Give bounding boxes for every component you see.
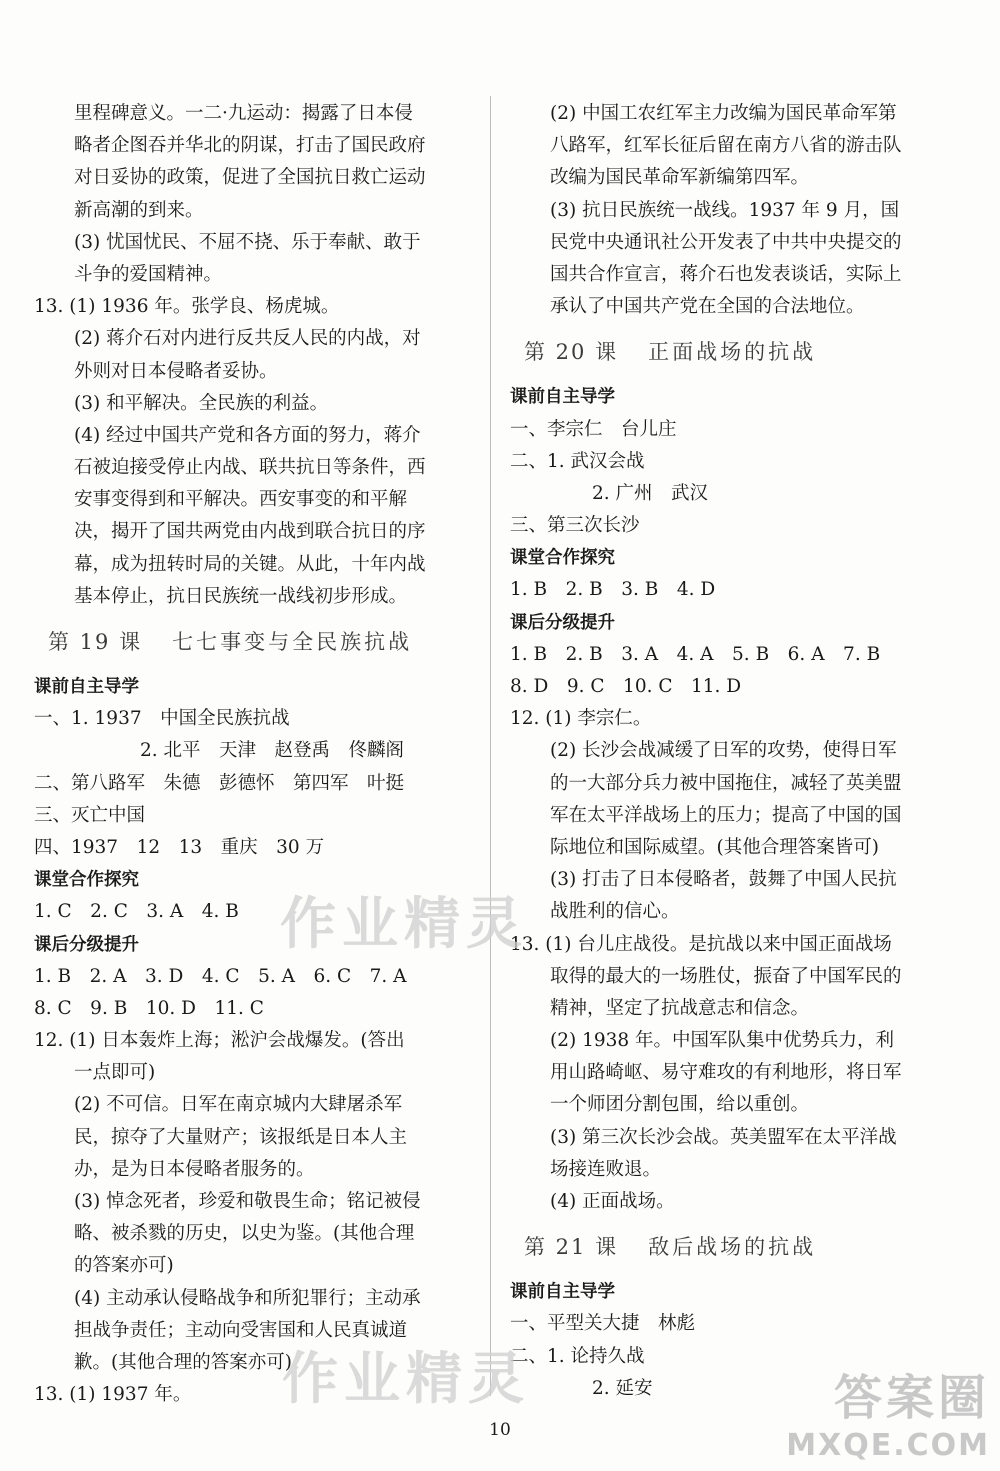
answer-line: 13. (1) 1937 年。: [34, 1384, 192, 1406]
answer-line: 2. 广州 武汉: [592, 482, 709, 504]
answer-line: 的答案亦可): [74, 1255, 174, 1277]
answer-line: 新高潮的到来。: [74, 199, 204, 221]
page-number: 10: [489, 1420, 511, 1440]
section-heading: 课前自主导学: [510, 387, 615, 408]
answer-line: 八路军，红军长征后留在南方八省的游击队: [550, 135, 902, 157]
answer-line: 安事变得到和平解决。西安事变的和平解: [74, 489, 408, 511]
answer-line: 12. (1) 日本轰炸上海；淞沪会战爆发。(答出: [34, 1030, 405, 1052]
answer-line: 军在太平洋战场上的压力；提高了中国的国: [550, 804, 902, 826]
answer-line: 8. C 9. B 10. D 11. C: [34, 997, 264, 1019]
section-heading: 课后分级提升: [34, 934, 139, 955]
answer-line: 国共合作宣言，蒋介石也发表谈话，实际上: [550, 263, 902, 285]
answer-line: 13. (1) 1936 年。张学良、杨虎城。: [34, 296, 340, 318]
answer-line: 13. (1) 台儿庄战役。是抗战以来中国正面战场: [510, 933, 892, 955]
section-heading: 课堂合作探究: [510, 548, 615, 569]
lesson-number: 第 21 课: [524, 1235, 619, 1260]
lesson-number: 第 19 课: [48, 630, 143, 654]
answer-line: 三、灭亡中国: [34, 804, 146, 826]
answer-line: 四、1937 12 13 重庆 30 万: [34, 836, 325, 858]
answer-line: 12. (1) 李宗仁。: [510, 708, 652, 730]
section-heading: 课前自主导学: [510, 1282, 615, 1303]
left-column: [34, 98, 474, 1411]
answer-line: 一、1. 1937 中国全民族抗战: [34, 708, 290, 730]
section-heading: 课堂合作探究: [34, 870, 139, 891]
answer-line: 1. B 2. B 3. A 4. A 5. B 6. A 7. B: [510, 643, 881, 665]
answer-line: (3) 悼念死者，珍爱和敬畏生命；铭记被侵: [74, 1191, 421, 1212]
answer-line: 幕，成为扭转时局的关键。从此，十年内战: [74, 553, 426, 575]
section-heading: 课前自主导学: [34, 677, 139, 697]
answer-line: 二、1. 武汉会战: [510, 450, 645, 472]
section-heading: 课后分级提升: [510, 612, 615, 633]
column-divider: [490, 96, 491, 1396]
answer-line: 歉。(其他合理的答案亦可): [74, 1351, 292, 1373]
answer-line: 基本停止，抗日民族统一战线初步形成。: [74, 585, 408, 607]
answer-line: 民党中央通讯社公开发表了中共中央提交的: [550, 231, 902, 253]
lesson-heading: [510, 1218, 980, 1276]
answer-line: 际地位和国际威望。(其他合理答案皆可): [550, 836, 879, 858]
answer-line: 斗争的爱国精神。: [74, 263, 223, 285]
lesson-heading: [510, 323, 980, 381]
answer-line: 担战争责任；主动向受害国和人民真诚道: [74, 1319, 408, 1341]
watermark-bottom: 作业精灵: [282, 1347, 530, 1412]
answer-line: 1. B 2. B 3. B 4. D: [510, 579, 716, 601]
answer-line: 1. C 2. C 3. A 4. B: [34, 901, 239, 923]
answer-line: (4) 主动承认侵略战争和所犯罪行；主动承: [74, 1287, 421, 1309]
answer-line: (4) 正面战场。: [550, 1191, 675, 1212]
answer-line: 民，掠夺了大量财产；该报纸是日本人主: [74, 1126, 408, 1148]
lesson-title: 正面战场的抗战: [648, 340, 817, 365]
answer-line: 的一大部分兵力被中国拖住，减轻了英美盟: [550, 772, 902, 794]
lesson-number: 第 20 课: [524, 340, 619, 365]
answer-line: 1. B 2. A 3. D 4. C 5. A 6. C 7. A: [34, 965, 407, 987]
answer-line: 外则对日本侵略者妥协。: [74, 360, 278, 382]
answer-line: (3) 打击了日本侵略者，鼓舞了中国人民抗: [550, 869, 897, 891]
answer-line: (3) 和平解决。全民族的利益。: [74, 392, 329, 414]
answer-line: 承认了中国共产党在全国的合法地位。: [550, 296, 865, 318]
answer-line: (3) 抗日民族统一战线。1937 年 9 月，国: [550, 199, 900, 221]
answer-line: 略、被杀戮的历史，以史为鉴。(其他合理: [74, 1223, 415, 1245]
answer-line: 里程碑意义。一二·九运动：揭露了日本侵: [74, 103, 413, 124]
answer-line: 三、第三次长沙: [510, 515, 640, 537]
answer-line: 取得的最大的一场胜仗，振奋了中国军民的: [550, 965, 902, 987]
answer-line: (2) 不可信。日军在南京城内大肆屠杀军: [74, 1094, 403, 1116]
answer-line: 场接连败退。: [550, 1158, 662, 1180]
watermark-middle: 作业精灵: [280, 892, 528, 957]
lesson-heading: [34, 613, 474, 671]
answer-line: 石被迫接受停止内战、联共抗日等条件，西: [74, 457, 426, 479]
answer-line: (2) 蒋介石对内进行反共反人民的内战，对: [74, 328, 421, 350]
answer-line: 办，是为日本侵略者服务的。: [74, 1158, 315, 1180]
answer-line: (2) 1938 年。中国军队集中优势兵力，利: [550, 1030, 895, 1052]
answer-line: 对日妥协的政策，促进了全国抗日救亡运动: [74, 167, 426, 189]
site-stamp: [786, 1359, 990, 1463]
answer-line: 决，揭开了国共两党由内战到联合抗日的序: [74, 521, 426, 543]
answer-line: 战胜利的信心。: [550, 901, 680, 923]
answer-line: (3) 第三次长沙会战。英美盟军在太平洋战: [550, 1126, 897, 1148]
answer-line: 8. D 9. C 10. C 11. D: [510, 676, 742, 697]
answer-line: 精神，坚定了抗战意志和信念。: [550, 997, 810, 1019]
lesson-title: 敌后战场的抗战: [648, 1235, 817, 1260]
lesson-title: 七七事变与全民族抗战: [172, 630, 413, 654]
answer-line: 用山路崎岖、易守难攻的有利地形，将日军: [550, 1062, 902, 1084]
answer-line: (2) 长沙会战减缓了日军的攻势，使得日军: [550, 740, 897, 762]
stamp-bottom-text: MXQE.COM: [786, 1428, 990, 1463]
answer-line: (3) 忧国忧民、不屈不挠、乐于奉献、敢于: [74, 231, 421, 253]
answer-line: 2. 北平 天津 赵登禹 佟麟阁: [140, 740, 405, 762]
answer-line: 一点即可): [74, 1062, 156, 1084]
answer-line: 二、第八路军 朱德 彭德怀 第四军 叶挺: [34, 772, 405, 794]
answer-line: 一、李宗仁 台儿庄: [510, 418, 677, 440]
answer-line: 改编为国民革命军新编第四军。: [550, 167, 810, 189]
answer-line: 略者企图吞并华北的阴谋，打击了国民政府: [74, 135, 426, 157]
stamp-top-text: 答案圈: [833, 1370, 990, 1426]
answer-line: 一、平型关大捷 林彪: [510, 1313, 696, 1335]
answer-line: 二、1. 论持久战: [510, 1345, 645, 1367]
answer-line: 一个师团分割包围，给以重创。: [550, 1094, 810, 1116]
right-column: [510, 98, 980, 1405]
answer-line: (2) 中国工农红军主力改编为国民革命军第: [550, 103, 897, 124]
answer-line: 2. 延安: [592, 1377, 653, 1399]
answer-line: (4) 经过中国共产党和各方面的努力，蒋介: [74, 424, 421, 446]
